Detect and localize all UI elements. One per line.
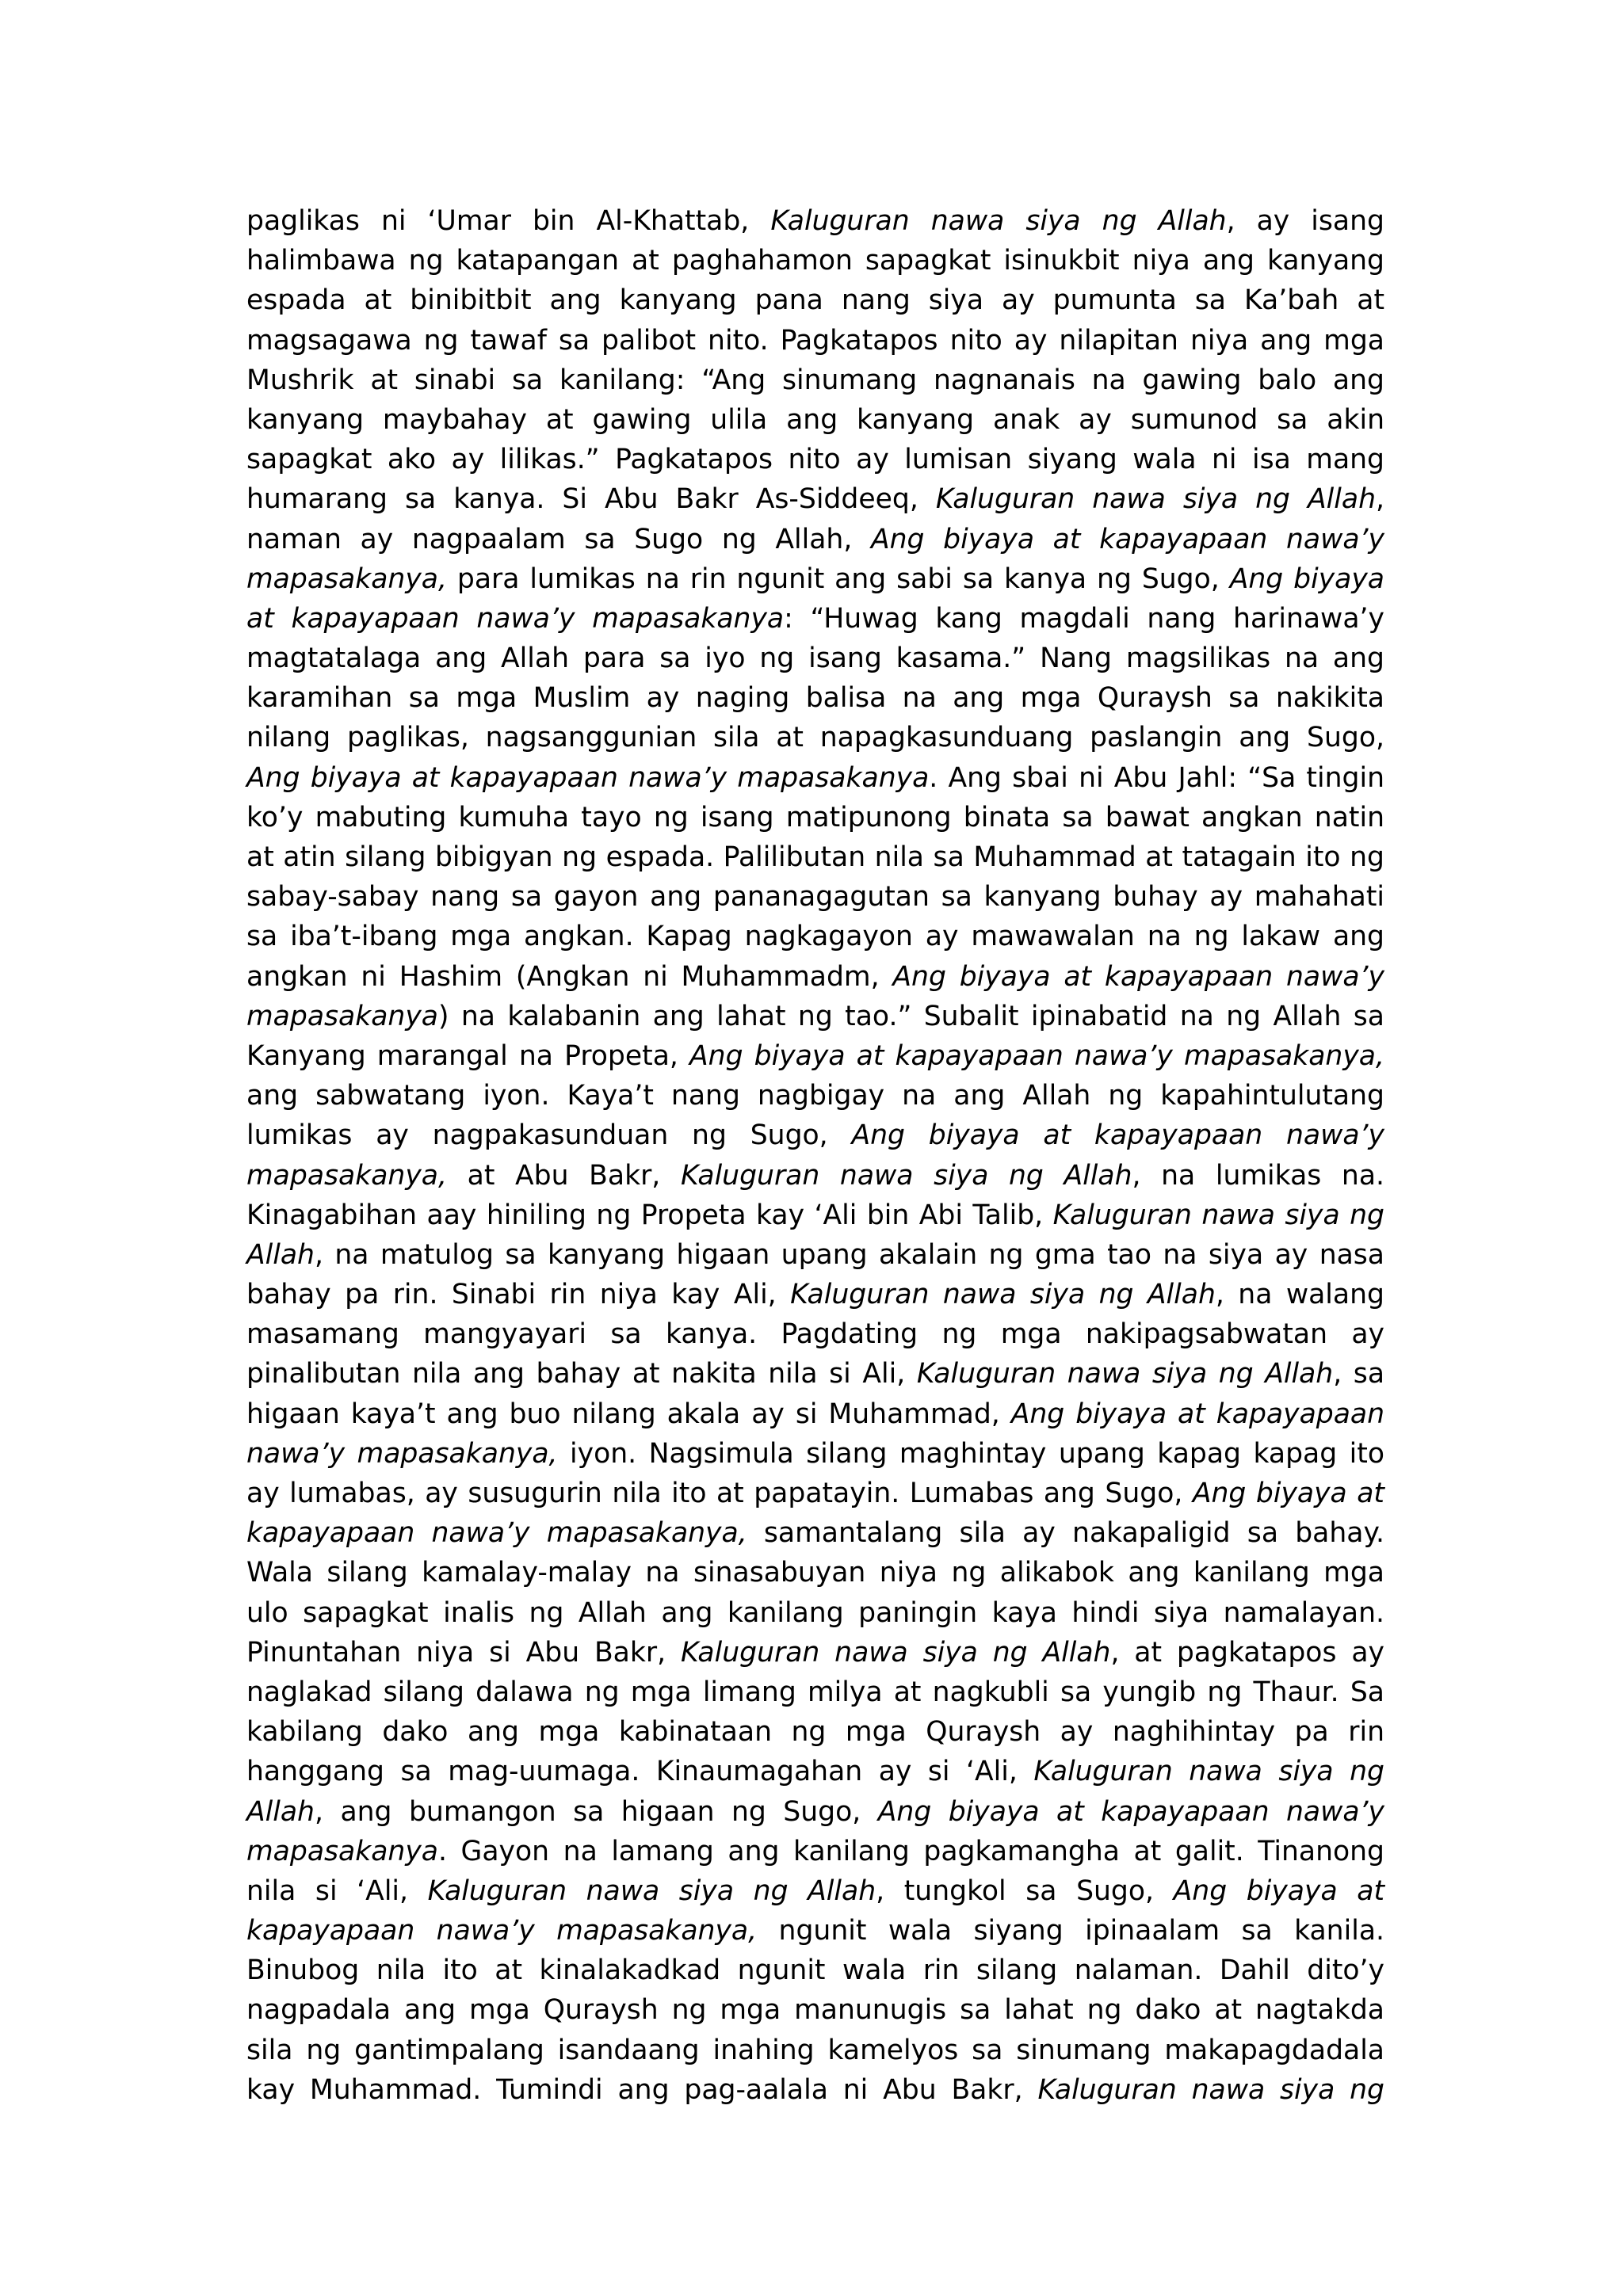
text-run: : “Huwag kang magdali nang harinawa’y — [784, 602, 1384, 635]
text-line — [246, 479, 1384, 519]
text-line — [246, 1513, 1384, 1553]
text-line — [246, 559, 1384, 599]
text-run: Binubog nila ito at kinalakadkad ngunit wala rin silang nalaman. Dahil dito’y — [246, 1955, 1384, 1987]
text-run: at Abu Bakr, — [447, 1159, 681, 1192]
italic-text: Allah — [246, 1238, 315, 1271]
text-run: karamihan sa mga Muslim ay naging balisa na ang mga Quraysh sa nakikita — [246, 682, 1384, 715]
text-line — [246, 798, 1384, 837]
text-line — [246, 837, 1384, 877]
italic-text: Ang biyaya at kapayapaan nawa’y — [851, 1119, 1384, 1152]
text-line — [246, 718, 1384, 757]
text-run: sapagkat ako ay lilikas.” Pagkatapos nito ay lumisan siyang wala ni isa mang — [246, 444, 1384, 476]
text-line — [246, 241, 1384, 280]
text-run: ang sabwatang iyon. Kaya’t nang nagbigay na ang Allah ng kapahintulutang — [246, 1080, 1384, 1112]
text-run: hanggang sa mag-uumaga. Kinaumagahan ay si ‘Ali, — [246, 1756, 1034, 1788]
italic-text: Ang biyaya at kapayapaan — [1010, 1398, 1384, 1430]
italic-text: mapasakanya — [246, 1000, 438, 1032]
text-line — [246, 1792, 1384, 1832]
text-run: para lumikas na rin ngunit ang sabi sa kanya ng Sugo, — [447, 563, 1230, 595]
italic-text: Ang biyaya at kapayapaan nawa’y — [892, 960, 1384, 993]
text-run: lumikas ay nagpakasunduan ng Sugo, — [246, 1119, 852, 1152]
text-run: at atin silang bibigyan ng espada. Palilibutan nila sa Muhammad at tatagain ito ng — [246, 841, 1384, 873]
text-run: magtatalaga ang Allah para sa iyo ng isang kasama.” Nang magsilikas na ang — [246, 643, 1384, 675]
text-run: . Gayon na lamang ang kanilang pagkamangha at galit. Tinanong — [438, 1835, 1384, 1867]
text-line — [246, 440, 1384, 479]
italic-text: Ang biyaya at kapayapaan nawa’y mapasakanya, — [689, 1039, 1384, 1072]
italic-text: Ang biyaya at kapayapaan nawa’y — [877, 1795, 1385, 1828]
text-line — [246, 520, 1384, 559]
text-line — [246, 2070, 1384, 2110]
text-run: , ay isang — [1226, 205, 1384, 237]
text-run: naman ay nagpaalam sa Sugo ng Allah, — [246, 523, 871, 555]
text-line — [246, 1593, 1384, 1633]
italic-text: Kaluguran nawa siya ng — [1052, 1199, 1384, 1231]
text-run: masamang mangyayari sa kanya. Pagdating ng mga nakipagsabwatan ay — [246, 1318, 1384, 1351]
text-run: iyon. Nagsimula silang maghintay upang kapag kapag ito — [557, 1437, 1384, 1470]
text-line — [246, 400, 1384, 440]
italic-text: Kaluguran nawa siya ng Allah — [916, 1358, 1334, 1390]
text-run: naglakad silang dalawa ng mga limang milya at nagkubli sa yungib ng Thaur. Sa — [246, 1676, 1384, 1708]
italic-text: Kaluguran nawa siya ng Allah — [680, 1636, 1111, 1669]
text-run: sabay-sabay nang sa gayon ang pananagagutan sa kanyang buhay ay mahahati — [246, 881, 1384, 913]
italic-text: Allah — [246, 1795, 315, 1828]
text-line — [246, 758, 1384, 798]
text-line — [246, 2031, 1384, 2070]
text-line — [246, 1474, 1384, 1513]
italic-text: Kaluguran nawa siya ng Allah — [680, 1159, 1132, 1192]
text-run: Pinuntahan niya si Abu Bakr, — [246, 1636, 681, 1669]
text-line — [246, 1354, 1384, 1394]
text-run: , at pagkatapos ay — [1110, 1636, 1384, 1669]
text-run: bahay pa rin. Sinabi rin niya kay Ali, — [246, 1279, 791, 1311]
text-run: sila ng gantimpalang isandaang inahing kamelyos sa sinumang makapagdadala — [246, 2034, 1384, 2066]
text-line — [246, 877, 1384, 917]
italic-text: Kaluguran nawa siya ng Allah — [790, 1279, 1216, 1311]
text-line — [246, 1990, 1384, 2030]
text-run: , ang bumangon sa higaan ng Sugo, — [314, 1795, 878, 1828]
text-run: espada at binibitbit ang kanyang pana nang siya ay pumunta sa Ka’bah at — [246, 284, 1384, 317]
italic-text: Kaluguran nawa siya ng — [1037, 2073, 1384, 2106]
text-run: humarang sa kanya. Si Abu Bakr As-Siddeeq, — [246, 483, 936, 516]
italic-text: Ang biyaya at kapayapaan nawa’y mapasakanya — [246, 761, 930, 794]
text-run: Mushrik at sinabi sa kanilang: “Ang sinumang nagnanais na gawing balo ang — [246, 364, 1384, 396]
italic-text: Kaluguran nawa siya ng Allah — [427, 1875, 876, 1907]
text-line — [246, 280, 1384, 320]
text-line — [246, 360, 1384, 400]
text-line — [246, 1633, 1384, 1672]
text-run: ay lumabas, ay susugurin nila ito at papatayin. Lumabas ang Sugo, — [246, 1478, 1193, 1509]
text-run: , tungkol sa Sugo, — [876, 1875, 1174, 1907]
text-run: ngunit wala siyang ipinaalam sa kanila. — [757, 1915, 1384, 1947]
italic-text: mapasakanya, — [246, 563, 447, 595]
text-run: halimbawa ng katapangan at paghahamon sapagkat isinukbit niya ang kanyang — [246, 245, 1384, 277]
text-line — [246, 1672, 1384, 1712]
text-run: ) na kalabanin ang lahat ng tao.” Subalit ipinabatid na ng Allah sa — [438, 1000, 1384, 1032]
text-run: Kinagabihan aay hiniling ng Propeta kay ‘Ali bin Abi Talib, — [246, 1199, 1053, 1231]
italic-text: Ang biyaya — [1229, 563, 1384, 595]
italic-text: Ang biyaya at kapayapaan nawa’y — [870, 523, 1384, 555]
italic-text: mapasakanya, — [246, 1159, 447, 1192]
italic-text: at kapayapaan nawa’y mapasakanya — [246, 602, 785, 635]
text-run: Wala silang kamalay-malay na sinasabuyan niya ng alikabok ang kanilang mga — [246, 1557, 1384, 1589]
text-line — [246, 1235, 1384, 1275]
text-line — [246, 1275, 1384, 1314]
text-line — [246, 1314, 1384, 1354]
text-run: ko’y mabuting kumuha tayo ng isang matipunong binata sa bawat angkan natin — [246, 801, 1384, 833]
text-line — [246, 957, 1384, 997]
text-run: nila si ‘Ali, — [246, 1875, 428, 1907]
italic-text: kapayapaan nawa’y mapasakanya, — [246, 1517, 747, 1550]
text-run: higaan kaya’t ang buo nilang akala ay si Muhammad, — [246, 1398, 1011, 1430]
text-run: nagpadala ang mga Quraysh ng mga manunugis sa lahat ng dako at nagtakda — [246, 1994, 1384, 2027]
text-line — [246, 1871, 1384, 1911]
text-line — [246, 599, 1384, 639]
text-run: kanyang maybahay at gawing ulila ang kanyang anak ay sumunod sa akin — [246, 403, 1384, 436]
text-run: nilang paglikas, nagsanggunian sila at napagkasunduang paslangin ang Sugo, — [246, 722, 1384, 754]
italic-text: mapasakanya — [246, 1835, 438, 1867]
text-run: kay Muhammad. Tumindi ang pag-aalala ni Abu Bakr, — [246, 2073, 1038, 2106]
text-line — [246, 639, 1384, 678]
text-line — [246, 1036, 1384, 1076]
text-line — [246, 321, 1384, 360]
text-line — [246, 1951, 1384, 1990]
italic-text: Kaluguran nawa siya ng Allah — [770, 205, 1227, 237]
text-run: samantalang sila ay nakapaligid sa bahay. — [747, 1517, 1384, 1550]
italic-text: Ang biyaya at — [1192, 1478, 1384, 1509]
text-run: , sa — [1333, 1358, 1385, 1390]
text-line — [246, 1712, 1384, 1752]
italic-text: kapayapaan nawa’y mapasakanya, — [246, 1915, 758, 1947]
text-run: kabilang dako ang mga kabinataan ng mga Quraysh ay naghihintay pa rin — [246, 1716, 1384, 1749]
text-line — [246, 1394, 1384, 1434]
text-line — [246, 1116, 1384, 1155]
text-line — [246, 1156, 1384, 1196]
text-line — [246, 917, 1384, 956]
text-line — [246, 1553, 1384, 1592]
text-line — [246, 678, 1384, 718]
text-line — [246, 1832, 1384, 1871]
text-run: sa iba’t-ibang mga angkan. Kapag nagkagayon ay mawawalan na ng lakaw ang — [246, 921, 1384, 953]
text-run: paglikas ni ‘Umar bin Al-Khattab, — [246, 205, 771, 237]
text-run: ulo sapagkat inalis ng Allah ang kanilang paningin kaya hindi siya namalayan. — [246, 1596, 1384, 1629]
text-line — [246, 997, 1384, 1036]
italic-text: Kaluguran nawa siya ng — [1033, 1756, 1384, 1788]
text-run: . Ang sbai ni Abu Jahl: “Sa tingin — [929, 761, 1384, 794]
text-run: , na lumikas na. — [1132, 1159, 1384, 1192]
text-line — [246, 1196, 1384, 1235]
text-line — [246, 201, 1384, 241]
text-line — [246, 1752, 1384, 1791]
text-run: , na walang — [1215, 1279, 1384, 1311]
text-run: magsagawa ng tawaf sa palibot nito. Pagkatapos nito ay nilapitan niya ang mga — [246, 324, 1384, 357]
italic-text: Ang biyaya at — [1173, 1875, 1385, 1907]
text-line — [246, 1434, 1384, 1474]
text-run: angkan ni Hashim (Angkan ni Muhammadm, — [246, 960, 893, 993]
text-line — [246, 1911, 1384, 1951]
text-run: , na matulog sa kanyang higaan upang akalain ng gma tao na siya ay nasa — [314, 1238, 1384, 1271]
body-text — [246, 201, 1384, 2110]
italic-text: Kaluguran nawa siya ng Allah — [935, 483, 1376, 516]
text-run: Kanyang marangal na Propeta, — [246, 1039, 690, 1072]
text-line — [246, 1076, 1384, 1116]
italic-text: nawa’y mapasakanya, — [246, 1437, 558, 1470]
text-run: pinalibutan nila ang bahay at nakita nila si Ali, — [246, 1358, 917, 1390]
text-run: , — [1376, 483, 1384, 516]
